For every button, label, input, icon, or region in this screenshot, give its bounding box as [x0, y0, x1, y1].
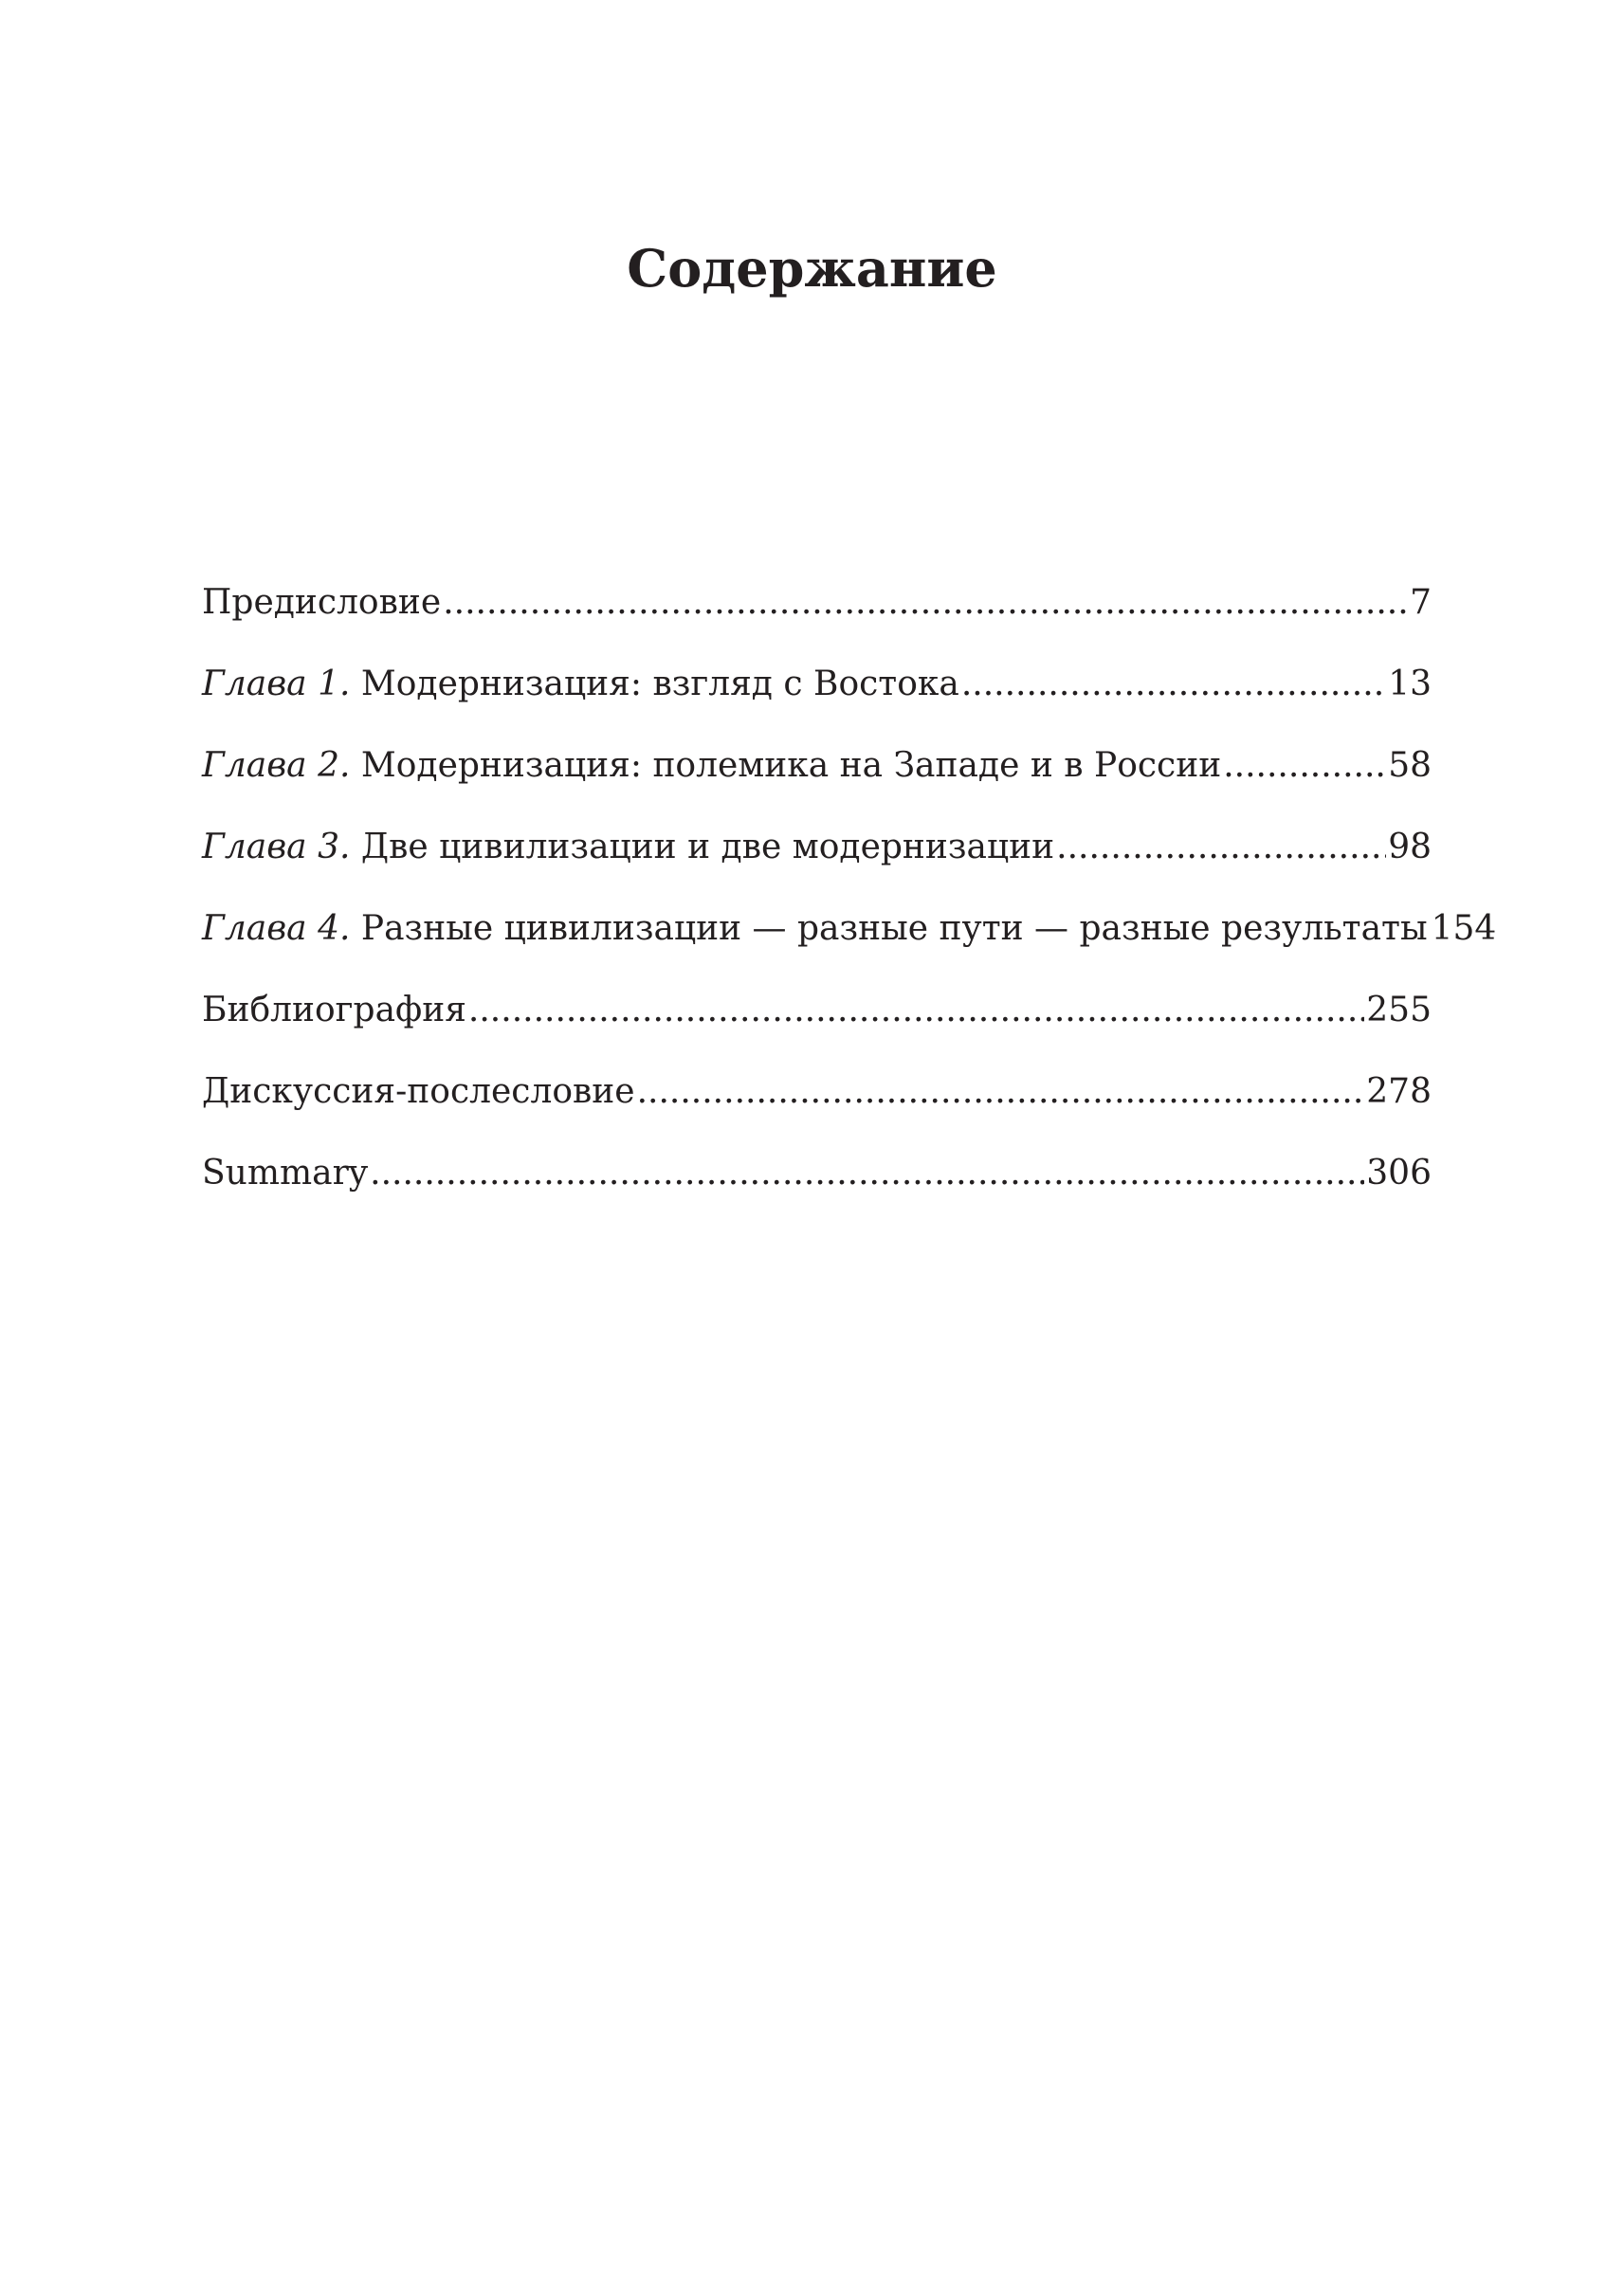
dot-leader	[637, 1058, 1365, 1126]
table-of-contents	[202, 569, 1497, 1221]
toc-entry-label: Разные цивилизации — разные пути — разные результаты	[360, 909, 1428, 948]
toc-entry-label: Библиография	[202, 991, 466, 1029]
page-number: 98	[1388, 828, 1432, 866]
page-number: 255	[1366, 991, 1432, 1029]
toc-entry-title	[202, 569, 441, 637]
toc-entry-bibliography[interactable]	[202, 976, 1432, 1058]
toc-entry-title	[202, 895, 1428, 963]
toc-entry-label: Модернизация: полемика на Западе и в России	[360, 746, 1222, 785]
page-number: 306	[1366, 1154, 1432, 1193]
page-title: Содержание	[627, 238, 997, 299]
page-number: 7	[1410, 583, 1432, 622]
toc-entry-chapter-4[interactable]	[202, 895, 1497, 976]
page-number: 13	[1388, 665, 1432, 703]
page-number: 278	[1366, 1072, 1432, 1111]
toc-entry-title	[202, 650, 959, 719]
toc-entry-chapter-2[interactable]	[202, 732, 1432, 813]
chapter-prefix: Глава 3.	[202, 828, 361, 866]
toc-entry-chapter-1[interactable]	[202, 650, 1432, 732]
dot-leader	[1223, 732, 1386, 800]
dot-leader	[443, 569, 1408, 637]
chapter-prefix: Глава 2.	[202, 746, 361, 785]
toc-entry-label: Summary	[202, 1154, 369, 1193]
toc-entry-title	[202, 1058, 635, 1126]
chapter-prefix: Глава 1.	[202, 665, 361, 703]
dot-leader	[468, 976, 1364, 1045]
dot-leader	[1056, 813, 1386, 882]
toc-entry-label: Модернизация: взгляд с Востока	[360, 665, 959, 703]
toc-entry-title	[202, 1139, 368, 1208]
page-number: 58	[1388, 746, 1432, 785]
toc-entry-title	[202, 813, 1054, 882]
dot-leader	[370, 1139, 1364, 1208]
toc-entry-label: Дискуссия-послесловие	[202, 1072, 635, 1111]
toc-entry-title	[202, 732, 1221, 800]
toc-entry-label: Две цивилизации и две модернизации	[360, 828, 1055, 866]
toc-entry-preface[interactable]	[202, 569, 1432, 650]
chapter-prefix: Глава 4.	[202, 909, 361, 948]
toc-entry-afterword[interactable]	[202, 1058, 1432, 1139]
toc-entry-title	[202, 976, 466, 1045]
dot-leader	[961, 650, 1386, 719]
page-number: 154	[1431, 909, 1497, 948]
toc-entry-label: Предисловие	[202, 583, 442, 622]
toc-entry-summary[interactable]	[202, 1139, 1432, 1221]
toc-entry-chapter-3[interactable]	[202, 813, 1432, 895]
